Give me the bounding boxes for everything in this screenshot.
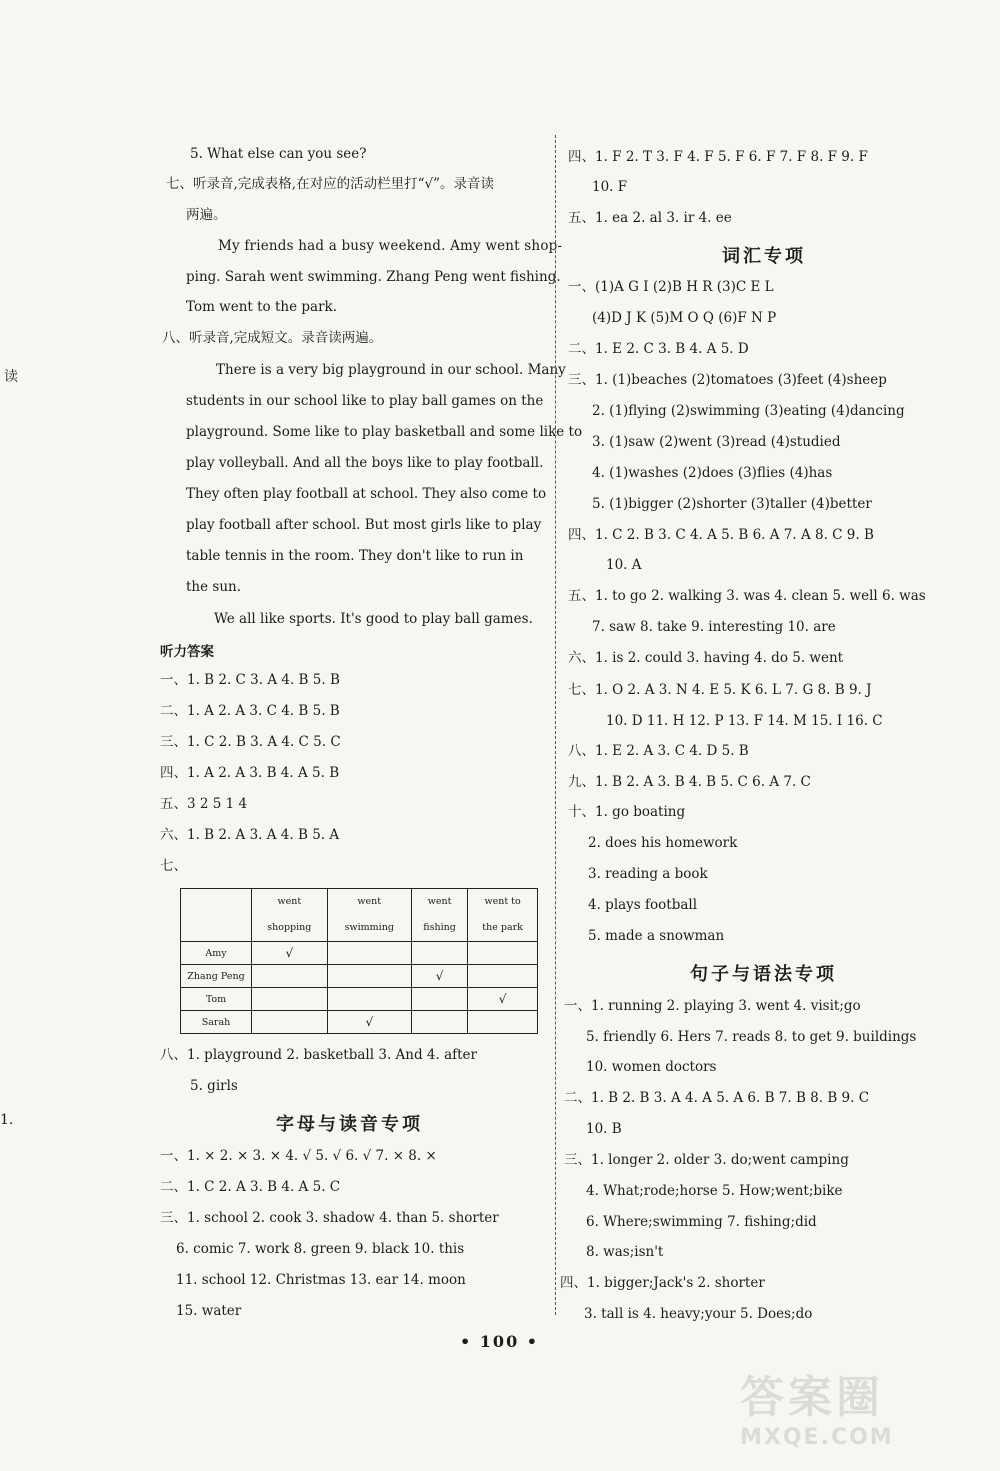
check-cell: [252, 988, 328, 1011]
watermark-url: MXQE.COM: [740, 1425, 894, 1450]
r-top-row-1: 四、1. F 2. T 3. F 4. F 5. F 6. F 7. F 8. F 9. F: [568, 149, 868, 165]
grammar-row: 四、1. bigger;Jack's 2. shorter: [560, 1275, 765, 1291]
row-name: Amy: [181, 942, 252, 965]
header-line: fishing: [423, 922, 456, 933]
letters-row-5: 11. school 12. Christmas 13. ear 14. moon: [176, 1272, 466, 1288]
table-row: [181, 1011, 538, 1034]
margin-char: 1.: [0, 1112, 14, 1128]
vocab-row: 七、1. O 2. A 3. N 4. E 5. K 6. L 7. G 8. B 9. J: [568, 682, 872, 698]
letters-row-3: 三、1. school 2. cook 3. shadow 4. than 5. shorter: [160, 1210, 499, 1226]
question-5-text: 5. What else can you see?: [190, 146, 367, 162]
script-8-line-4: play volleyball. And all the boys like to play football.: [186, 455, 544, 471]
row-name: Zhang Peng: [181, 965, 252, 988]
letters-row-2: 二、1. C 2. A 3. B 4. A 5. C: [160, 1179, 341, 1195]
check-cell: [411, 988, 467, 1011]
vocab-row: 五、1. to go 2. walking 3. was 4. clean 5. well 6. was: [568, 588, 926, 604]
table-row: [181, 988, 538, 1011]
answer-row-4: 四、1. A 2. A 3. B 4. A 5. B: [160, 765, 340, 781]
script-7-line-1: My friends had a busy weekend. Amy went shop-: [218, 238, 563, 254]
vocab-row: 八、1. E 2. A 3. C 4. D 5. B: [568, 743, 749, 759]
script-7-line-2: ping. Sarah went swimming. Zhang Peng went fishing.: [186, 269, 561, 285]
vocab-row: 2. does his homework: [588, 835, 738, 851]
vocab-row: 四、1. C 2. B 3. C 4. A 5. B 6. A 7. A 8. C 9. B: [568, 527, 874, 543]
check-cell: [252, 1011, 328, 1034]
check-cell: [468, 1011, 538, 1034]
vocab-row: 3. reading a book: [588, 866, 708, 882]
page-number: • 100 •: [460, 1332, 539, 1351]
grammar-row: 5. friendly 6. Hers 7. reads 8. to get 9. buildings: [586, 1029, 917, 1045]
script-8-line-7: table tennis in the room. They don't like to run in: [186, 548, 524, 564]
row-name: Tom: [181, 988, 252, 1011]
section-8-instruction: 八、听录音,完成短文。录音读两遍。: [162, 330, 383, 346]
header-line: went: [427, 896, 452, 907]
check-cell: √: [411, 965, 467, 988]
grammar-row: 10. B: [586, 1121, 622, 1137]
grammar-row: 三、1. longer 2. older 3. do;went camping: [564, 1152, 849, 1168]
vocab-row: 2. (1)flying (2)swimming (3)eating (4)dancing: [592, 403, 905, 419]
table-header-cell: [252, 889, 328, 942]
vocab-row: 3. (1)saw (2)went (3)read (4)studied: [592, 434, 841, 450]
letters-row-6: 15. water: [176, 1303, 242, 1319]
check-cell: [468, 942, 538, 965]
answer-8-row-cont: 5. girls: [190, 1078, 238, 1094]
script-8-line-5: They often play football at school. They also come to: [186, 486, 547, 502]
letters-row-1: 一、1. × 2. × 3. × 4. √ 5. √ 6. √ 7. × 8. ×: [160, 1148, 437, 1164]
watermark-logo: [740, 1361, 980, 1461]
watermark-text: 答案圈: [740, 1372, 884, 1423]
letters-section-title: 字母与读音专项: [276, 1114, 423, 1135]
vocab-row: 5. (1)bigger (2)shorter (3)taller (4)better: [592, 496, 872, 512]
grammar-row: 4. What;rode;horse 5. How;went;bike: [586, 1183, 843, 1199]
grammar-row: 二、1. B 2. B 3. A 4. A 5. A 6. B 7. B 8. B 9. C: [564, 1090, 870, 1106]
row-name: Sarah: [181, 1011, 252, 1034]
answer-8-row: 八、1. playground 2. basketball 3. And 4. after: [160, 1047, 477, 1063]
vocab-row: 六、1. is 2. could 3. having 4. do 5. went: [568, 650, 844, 666]
header-line: went to: [484, 896, 521, 907]
vocab-row: 三、1. (1)beaches (2)tomatoes (3)feet (4)sheep: [568, 372, 887, 388]
header-line: went: [357, 896, 382, 907]
table-header-cell: [468, 889, 538, 942]
table-header-row: [181, 889, 538, 942]
script-7-line-3: Tom went to the park.: [186, 299, 337, 315]
activity-table: [180, 888, 538, 1034]
vocab-row: 4. (1)washes (2)does (3)flies (4)has: [592, 465, 833, 481]
vocab-row: 一、(1)A G I (2)B H R (3)C E L: [568, 279, 774, 295]
vocab-row: 10. D 11. H 12. P 13. F 14. M 15. I 16. C: [606, 713, 883, 729]
vocab-row: 九、1. B 2. A 3. B 4. B 5. C 6. A 7. C: [568, 774, 811, 790]
grammar-row: 6. Where;swimming 7. fishing;did: [586, 1214, 817, 1230]
vocab-section-title: 词汇专项: [722, 246, 806, 267]
check-cell: √: [327, 1011, 411, 1034]
check-cell: [411, 1011, 467, 1034]
check-cell: √: [468, 988, 538, 1011]
table-corner-cell: [181, 889, 252, 942]
column-divider: [555, 135, 556, 1315]
vocab-row: (4)D J K (5)M O Q (6)F N P: [592, 310, 777, 326]
answer-row-3: 三、1. C 2. B 3. A 4. C 5. C: [160, 734, 341, 750]
grammar-row: 一、1. running 2. playing 3. went 4. visit;go: [564, 998, 861, 1014]
answer-row-1: 一、1. B 2. C 3. A 4. B 5. B: [160, 672, 340, 688]
vocab-row: 4. plays football: [588, 897, 698, 913]
vocab-row: 10. A: [606, 557, 642, 573]
grammar-section-title: 句子与语法专项: [690, 964, 837, 985]
check-cell: [327, 988, 411, 1011]
vocab-row: 二、1. E 2. C 3. B 4. A 5. D: [568, 341, 749, 357]
answer-row-2: 二、1. A 2. A 3. C 4. B 5. B: [160, 703, 340, 719]
check-cell: [252, 965, 328, 988]
vocab-row: 5. made a snowman: [588, 928, 725, 944]
section-7-instruction: 七、听录音,完成表格,在对应的活动栏里打“√”。录音读: [166, 176, 494, 192]
check-cell: [327, 942, 411, 965]
grammar-row: 8. was;isn't: [586, 1244, 664, 1260]
table-header-cell: [327, 889, 411, 942]
check-cell: [327, 965, 411, 988]
margin-char: 读: [4, 369, 18, 385]
grammar-row: 3. tall is 4. heavy;your 5. Does;do: [584, 1306, 813, 1322]
header-line: swimming: [344, 922, 394, 933]
letters-row-4: 6. comic 7. work 8. green 9. black 10. this: [176, 1241, 465, 1257]
answer-row-7: 七、: [160, 858, 187, 874]
table-row: [181, 965, 538, 988]
script-8-line-6: play football after school. But most girls like to play: [186, 517, 542, 533]
section-7-instruction-cont: 两遍。: [186, 207, 227, 223]
check-cell: [468, 965, 538, 988]
script-8-line-8: the sun.: [186, 579, 242, 595]
answer-row-5: 五、3 2 5 1 4: [160, 796, 248, 812]
header-line: shopping: [267, 922, 312, 933]
check-cell: √: [252, 942, 328, 965]
r-top-row-2: 10. F: [592, 179, 628, 195]
header-line: the park: [482, 922, 523, 933]
r-top-row-3: 五、1. ea 2. al 3. ir 4. ee: [568, 210, 732, 226]
script-8-line-9: We all like sports. It's good to play ball games.: [214, 611, 533, 627]
vocab-row: 十、1. go boating: [568, 804, 686, 820]
answer-row-6: 六、1. B 2. A 3. A 4. B 5. A: [160, 827, 340, 843]
table-header-cell: [411, 889, 467, 942]
check-cell: [411, 942, 467, 965]
grammar-row: 10. women doctors: [586, 1059, 717, 1075]
table-row: [181, 942, 538, 965]
script-8-line-3: playground. Some like to play basketball and some like to: [186, 424, 583, 440]
listening-answers-title: 听力答案: [160, 644, 214, 660]
script-8-line-2: students in our school like to play ball games on the: [186, 393, 544, 409]
vocab-row: 7. saw 8. take 9. interesting 10. are: [592, 619, 836, 635]
header-line: went: [277, 896, 302, 907]
script-8-line-1: There is a very big playground in our school. Many: [216, 362, 566, 378]
